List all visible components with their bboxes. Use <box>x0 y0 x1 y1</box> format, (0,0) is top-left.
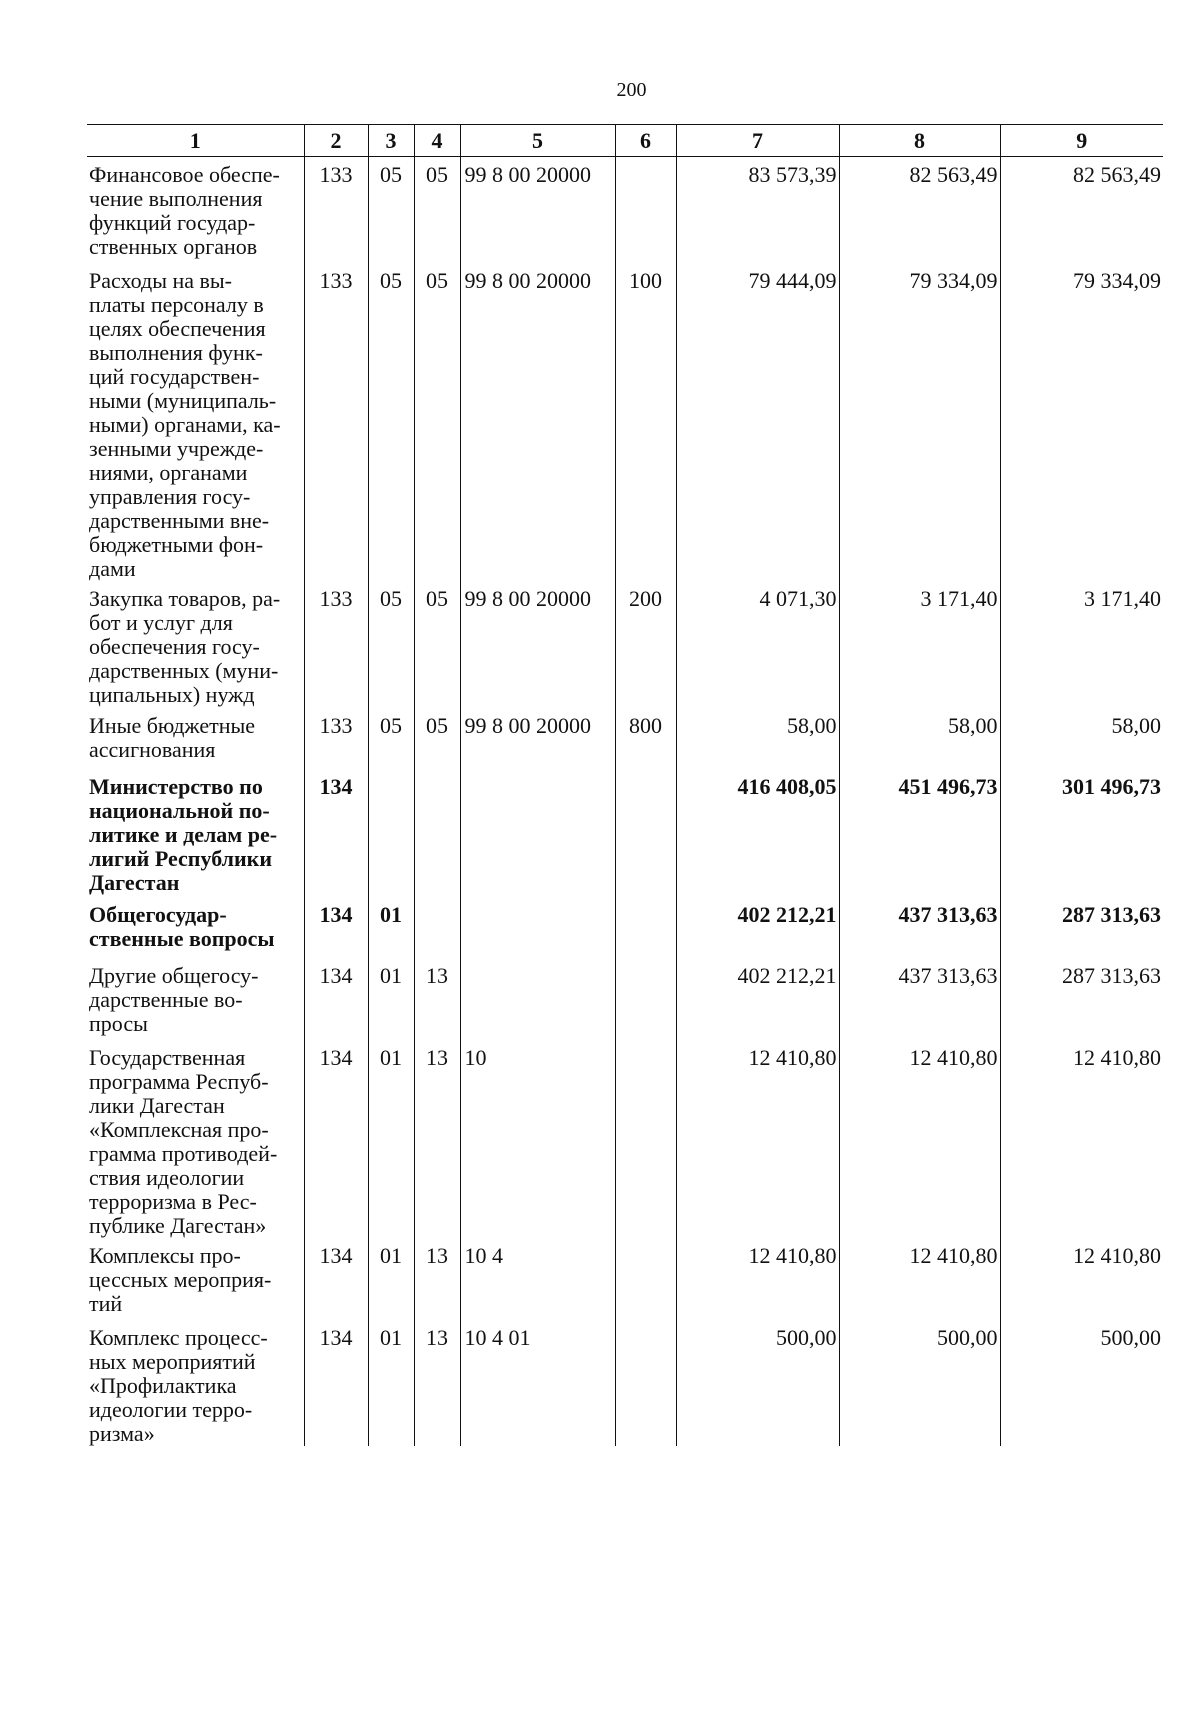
cell-code: 133 <box>304 263 368 581</box>
cell-amount-year2: 79 334,09 <box>839 263 1000 581</box>
cell-amount-year1: 416 408,05 <box>676 769 839 897</box>
cell-section <box>368 769 414 897</box>
cell-target-article: 99 8 00 20000 <box>460 263 615 581</box>
cell-code: 134 <box>304 958 368 1040</box>
cell-code: 133 <box>304 581 368 708</box>
cell-subsection: 13 <box>414 1238 460 1320</box>
cell-target-article <box>460 769 615 897</box>
cell-expense-type <box>615 1040 676 1238</box>
cell-subsection: 05 <box>414 708 460 769</box>
cell-subsection: 05 <box>414 157 460 263</box>
cell-amount-year2: 12 410,80 <box>839 1040 1000 1238</box>
cell-amount-year3: 301 496,73 <box>1000 769 1163 897</box>
cell-subsection: 05 <box>414 263 460 581</box>
cell-subsection <box>414 897 460 958</box>
cell-target-article: 99 8 00 20000 <box>460 581 615 708</box>
cell-section: 01 <box>368 1040 414 1238</box>
cell-expense-type: 100 <box>615 263 676 581</box>
cell-amount-year3: 287 313,63 <box>1000 897 1163 958</box>
row-name-cell: Финансовое обеспе- чение выполнения функций государ- ственных органов <box>87 157 304 263</box>
row-name-cell: Министерство по национальной по- литике и делам ре- лигий Республики Дагестан <box>87 769 304 897</box>
cell-target-article: 99 8 00 20000 <box>460 157 615 263</box>
cell-amount-year2: 451 496,73 <box>839 769 1000 897</box>
cell-code: 133 <box>304 708 368 769</box>
cell-section: 05 <box>368 708 414 769</box>
cell-amount-year2: 500,00 <box>839 1320 1000 1446</box>
table-row <box>87 1040 1163 1238</box>
cell-code: 133 <box>304 157 368 263</box>
column-header-7: 7 <box>676 125 839 157</box>
cell-subsection: 13 <box>414 1040 460 1238</box>
table-row <box>87 581 1163 708</box>
cell-expense-type <box>615 897 676 958</box>
column-header-4: 4 <box>414 125 460 157</box>
cell-expense-type: 200 <box>615 581 676 708</box>
table-header-row <box>87 125 1163 157</box>
cell-code: 134 <box>304 1238 368 1320</box>
cell-section: 01 <box>368 1320 414 1446</box>
cell-expense-type <box>615 769 676 897</box>
table-body <box>87 157 1163 1446</box>
cell-amount-year1: 402 212,21 <box>676 958 839 1040</box>
cell-amount-year2: 3 171,40 <box>839 581 1000 708</box>
cell-amount-year3: 287 313,63 <box>1000 958 1163 1040</box>
cell-expense-type: 800 <box>615 708 676 769</box>
table-row <box>87 1238 1163 1320</box>
row-name-cell: Комплекс процесс- ных мероприятий «Профилактика идеологии терро- ризма» <box>87 1320 304 1446</box>
page-number: 200 <box>616 79 647 101</box>
table-row <box>87 769 1163 897</box>
column-header-2: 2 <box>304 125 368 157</box>
row-name-cell: Расходы на вы- платы персоналу в целях обеспечения выполнения функ- ций государствен- ными (муниципаль- ными) органами, ка- зенными учрежде- ниями, органами управления госу- дарственными вне- бюджетными фон- дами <box>87 263 304 581</box>
table-row <box>87 958 1163 1040</box>
cell-expense-type <box>615 157 676 263</box>
column-header-3: 3 <box>368 125 414 157</box>
column-header-1: 1 <box>87 125 304 157</box>
cell-amount-year3: 12 410,80 <box>1000 1238 1163 1320</box>
cell-expense-type <box>615 1238 676 1320</box>
cell-code: 134 <box>304 897 368 958</box>
cell-target-article <box>460 958 615 1040</box>
cell-amount-year3: 12 410,80 <box>1000 1040 1163 1238</box>
column-header-9: 9 <box>1000 125 1163 157</box>
cell-target-article <box>460 897 615 958</box>
cell-amount-year1: 79 444,09 <box>676 263 839 581</box>
cell-subsection: 13 <box>414 1320 460 1446</box>
cell-target-article: 10 4 01 <box>460 1320 615 1446</box>
table-row <box>87 897 1163 958</box>
cell-amount-year3: 3 171,40 <box>1000 581 1163 708</box>
cell-subsection <box>414 769 460 897</box>
cell-amount-year2: 58,00 <box>839 708 1000 769</box>
cell-target-article: 10 <box>460 1040 615 1238</box>
cell-section: 01 <box>368 897 414 958</box>
budget-table <box>87 124 1163 1446</box>
row-name-cell: Другие общегосу- дарственные во- просы <box>87 958 304 1040</box>
cell-expense-type <box>615 958 676 1040</box>
row-name-cell: Иные бюджетные ассигнования <box>87 708 304 769</box>
cell-amount-year1: 58,00 <box>676 708 839 769</box>
cell-section: 05 <box>368 581 414 708</box>
row-name-cell: Государственная программа Респуб- лики Дагестан «Комплексная про- грамма противодей- ствия идеологии терроризма в Рес- публике Дагестан» <box>87 1040 304 1238</box>
cell-section: 01 <box>368 958 414 1040</box>
cell-section: 01 <box>368 1238 414 1320</box>
cell-target-article: 99 8 00 20000 <box>460 708 615 769</box>
cell-amount-year2: 82 563,49 <box>839 157 1000 263</box>
row-name-cell: Комплексы про- цессных мероприя- тий <box>87 1238 304 1320</box>
cell-code: 134 <box>304 1320 368 1446</box>
cell-section: 05 <box>368 263 414 581</box>
column-header-5: 5 <box>460 125 615 157</box>
cell-amount-year1: 500,00 <box>676 1320 839 1446</box>
cell-amount-year1: 12 410,80 <box>676 1040 839 1238</box>
cell-amount-year2: 12 410,80 <box>839 1238 1000 1320</box>
cell-amount-year3: 500,00 <box>1000 1320 1163 1446</box>
cell-amount-year1: 12 410,80 <box>676 1238 839 1320</box>
cell-amount-year3: 79 334,09 <box>1000 263 1163 581</box>
cell-amount-year2: 437 313,63 <box>839 897 1000 958</box>
cell-code: 134 <box>304 1040 368 1238</box>
cell-amount-year1: 83 573,39 <box>676 157 839 263</box>
cell-subsection: 13 <box>414 958 460 1040</box>
cell-amount-year1: 4 071,30 <box>676 581 839 708</box>
cell-subsection: 05 <box>414 581 460 708</box>
cell-amount-year1: 402 212,21 <box>676 897 839 958</box>
cell-amount-year3: 82 563,49 <box>1000 157 1163 263</box>
column-header-8: 8 <box>839 125 1000 157</box>
row-name-cell: Общегосудар- ственные вопросы <box>87 897 304 958</box>
cell-code: 134 <box>304 769 368 897</box>
cell-section: 05 <box>368 157 414 263</box>
cell-amount-year3: 58,00 <box>1000 708 1163 769</box>
table-row <box>87 263 1163 581</box>
row-name-cell: Закупка товаров, ра- бот и услуг для обеспечения госу- дарственных (муни- ципальных) нужд <box>87 581 304 708</box>
cell-expense-type <box>615 1320 676 1446</box>
column-header-6: 6 <box>615 125 676 157</box>
cell-target-article: 10 4 <box>460 1238 615 1320</box>
cell-amount-year2: 437 313,63 <box>839 958 1000 1040</box>
table-row <box>87 708 1163 769</box>
table-row <box>87 157 1163 263</box>
table-row <box>87 1320 1163 1446</box>
